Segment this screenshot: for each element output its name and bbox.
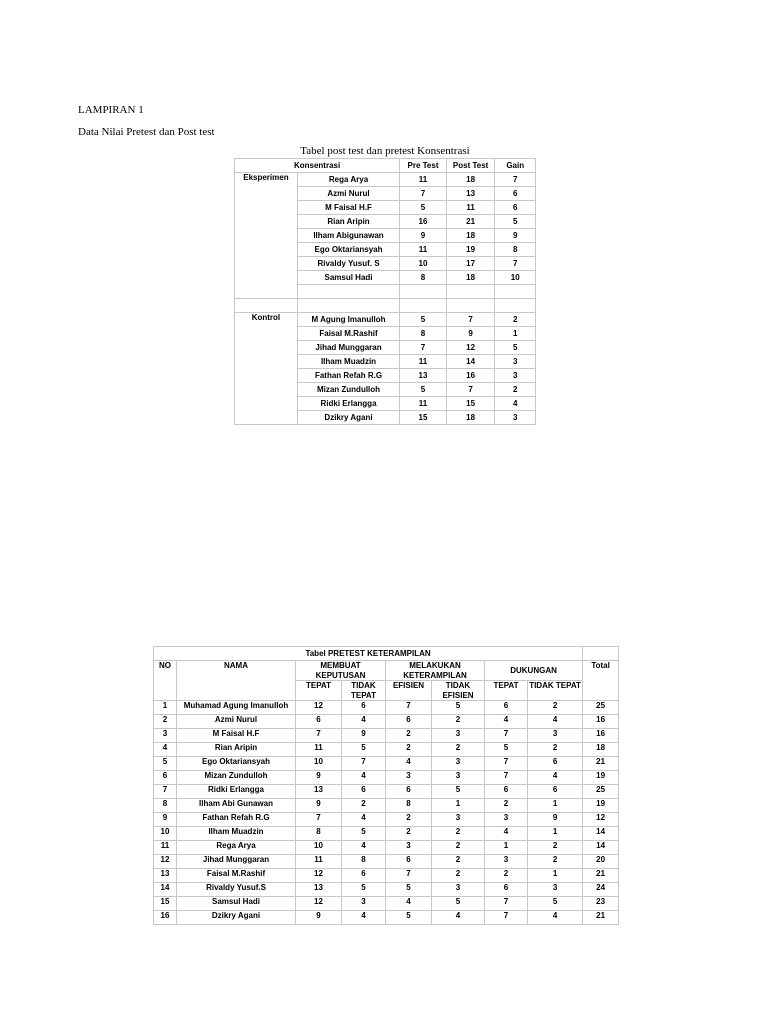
- score-cell: 9: [296, 799, 342, 813]
- student-name: Ilham Abi Gunawan: [177, 799, 296, 813]
- table-row: [154, 715, 619, 729]
- score-cell: 10: [296, 757, 342, 771]
- table-row: [154, 841, 619, 855]
- score-cell: 6: [528, 757, 583, 771]
- score-cell: 4: [386, 897, 432, 911]
- score-cell: 11: [296, 855, 342, 869]
- score-cell: 14: [446, 355, 495, 369]
- student-name: Ego Oktariansyah: [297, 243, 399, 257]
- score-cell: 9: [342, 729, 386, 743]
- score-cell: 5: [495, 341, 536, 355]
- student-name: Dzikry Agani: [177, 911, 296, 925]
- subheader-cell: TIDAK TEPAT: [342, 681, 386, 701]
- total-cell: 21: [583, 911, 619, 925]
- row-number: 12: [154, 855, 177, 869]
- score-cell: 4: [495, 397, 536, 411]
- score-cell: 7: [446, 313, 495, 327]
- score-cell: 4: [528, 771, 583, 785]
- score-cell: 2: [528, 841, 583, 855]
- score-cell: 2: [495, 383, 536, 397]
- score-cell: 3: [485, 813, 528, 827]
- score-cell: 3: [495, 369, 536, 383]
- table-header-row: [235, 159, 536, 173]
- score-cell: 15: [446, 397, 495, 411]
- appendix-subheading: Data Nilai Pretest dan Post test: [78, 126, 215, 138]
- score-cell: 3: [495, 355, 536, 369]
- score-cell: 12: [296, 897, 342, 911]
- table-row: [154, 813, 619, 827]
- score-cell: 18: [446, 229, 495, 243]
- header-group: MEMBUAT KEPUTUSAN: [296, 661, 386, 681]
- header-gain: Gain: [495, 159, 536, 173]
- score-cell: 9: [296, 911, 342, 925]
- score-cell: 13: [446, 187, 495, 201]
- score-cell: 8: [400, 271, 447, 285]
- score-cell: 7: [495, 257, 536, 271]
- score-cell: 5: [400, 383, 447, 397]
- score-cell: 2: [432, 855, 485, 869]
- total-cell: 14: [583, 841, 619, 855]
- score-cell: 6: [386, 855, 432, 869]
- score-cell: 8: [296, 827, 342, 841]
- score-cell: 5: [432, 785, 485, 799]
- student-name: M Faisal H.F: [177, 729, 296, 743]
- row-number: 3: [154, 729, 177, 743]
- table-row: [154, 827, 619, 841]
- total-cell: 14: [583, 827, 619, 841]
- total-cell: 16: [583, 715, 619, 729]
- header-nama: NAMA: [177, 661, 296, 701]
- header-group: MELAKUKAN KETERAMPILAN: [386, 661, 485, 681]
- row-number: 11: [154, 841, 177, 855]
- student-name: Jihad Munggaran: [177, 855, 296, 869]
- score-cell: 5: [342, 883, 386, 897]
- score-cell: 5: [386, 911, 432, 925]
- score-cell: 7: [342, 757, 386, 771]
- score-cell: 11: [400, 397, 447, 411]
- score-cell: 2: [386, 827, 432, 841]
- score-cell: 7: [386, 701, 432, 715]
- score-cell: 1: [528, 799, 583, 813]
- empty-cell: [297, 285, 399, 299]
- header-no: NO: [154, 661, 177, 701]
- score-cell: 3: [342, 897, 386, 911]
- student-name: Rivaldy Yusuf.S: [177, 883, 296, 897]
- score-cell: 9: [296, 771, 342, 785]
- score-cell: 5: [432, 897, 485, 911]
- student-name: Rian Aripin: [177, 743, 296, 757]
- table1-caption: Tabel post test dan pretest Konsentrasi: [300, 145, 470, 157]
- score-cell: 18: [446, 271, 495, 285]
- score-cell: 2: [432, 841, 485, 855]
- empty-cell: [495, 299, 536, 313]
- table-row: [235, 313, 536, 327]
- score-cell: 6: [386, 785, 432, 799]
- header-group: DUKUNGAN: [485, 661, 583, 681]
- student-name: Faisal M.Rashif: [297, 327, 399, 341]
- student-name: Dzikry Agani: [297, 411, 399, 425]
- score-cell: 13: [296, 883, 342, 897]
- table-row: [154, 757, 619, 771]
- score-cell: 2: [386, 729, 432, 743]
- total-cell: 16: [583, 729, 619, 743]
- score-cell: 2: [528, 743, 583, 757]
- row-number: 10: [154, 827, 177, 841]
- score-cell: 7: [485, 729, 528, 743]
- header-row: [154, 661, 619, 681]
- subheader-cell: TEPAT: [485, 681, 528, 701]
- total-cell: 18: [583, 743, 619, 757]
- score-cell: 6: [495, 201, 536, 215]
- empty-cell: [583, 647, 619, 661]
- pretest-keterampilan-table: [153, 646, 619, 925]
- score-cell: 1: [485, 841, 528, 855]
- student-name: Ego Oktariansyah: [177, 757, 296, 771]
- table-row: [154, 911, 619, 925]
- score-cell: 1: [528, 869, 583, 883]
- score-cell: 3: [386, 771, 432, 785]
- row-number: 2: [154, 715, 177, 729]
- table-row: [154, 701, 619, 715]
- score-cell: 6: [485, 785, 528, 799]
- score-cell: 6: [296, 715, 342, 729]
- score-cell: 16: [400, 215, 447, 229]
- score-cell: 3: [528, 883, 583, 897]
- table-row: [154, 883, 619, 897]
- score-cell: 11: [296, 743, 342, 757]
- empty-cell: [235, 299, 298, 313]
- score-cell: 9: [446, 327, 495, 341]
- score-cell: 2: [485, 799, 528, 813]
- subheader-cell: TIDAK EFISIEN: [432, 681, 485, 701]
- score-cell: 21: [446, 215, 495, 229]
- row-number: 13: [154, 869, 177, 883]
- score-cell: 6: [485, 701, 528, 715]
- score-cell: 7: [296, 813, 342, 827]
- score-cell: 11: [400, 355, 447, 369]
- score-cell: 7: [400, 187, 447, 201]
- group-label: Eksperimen: [235, 173, 298, 299]
- row-number: 5: [154, 757, 177, 771]
- score-cell: 5: [386, 883, 432, 897]
- subheader-cell: TEPAT: [296, 681, 342, 701]
- total-cell: 19: [583, 799, 619, 813]
- score-cell: 10: [296, 841, 342, 855]
- header-konsentrasi: Konsentrasi: [235, 159, 400, 173]
- score-cell: 9: [400, 229, 447, 243]
- score-cell: 3: [432, 883, 485, 897]
- score-cell: 12: [296, 701, 342, 715]
- student-name: Mizan Zundulloh: [297, 383, 399, 397]
- score-cell: 11: [400, 243, 447, 257]
- score-cell: 4: [485, 715, 528, 729]
- score-cell: 4: [342, 715, 386, 729]
- student-name: Rian Aripin: [297, 215, 399, 229]
- score-cell: 12: [446, 341, 495, 355]
- score-cell: 2: [528, 701, 583, 715]
- student-name: Mizan Zundulloh: [177, 771, 296, 785]
- score-cell: 2: [432, 743, 485, 757]
- row-number: 6: [154, 771, 177, 785]
- score-cell: 11: [400, 173, 447, 187]
- score-cell: 4: [342, 771, 386, 785]
- table-row: [154, 799, 619, 813]
- total-cell: 23: [583, 897, 619, 911]
- total-cell: 21: [583, 757, 619, 771]
- row-number: 9: [154, 813, 177, 827]
- student-name: Samsul Hadi: [177, 897, 296, 911]
- row-number: 1: [154, 701, 177, 715]
- score-cell: 7: [495, 173, 536, 187]
- score-cell: 18: [446, 173, 495, 187]
- score-cell: 11: [446, 201, 495, 215]
- score-cell: 1: [528, 827, 583, 841]
- total-cell: 24: [583, 883, 619, 897]
- score-cell: 4: [342, 813, 386, 827]
- score-cell: 5: [485, 743, 528, 757]
- score-cell: 7: [485, 911, 528, 925]
- score-cell: 6: [342, 869, 386, 883]
- total-cell: 21: [583, 869, 619, 883]
- total-cell: 19: [583, 771, 619, 785]
- student-name: Ilham Muadzin: [177, 827, 296, 841]
- score-cell: 6: [342, 785, 386, 799]
- score-cell: 3: [432, 729, 485, 743]
- table-row: [154, 729, 619, 743]
- empty-cell: [446, 285, 495, 299]
- score-cell: 7: [485, 771, 528, 785]
- table-row: [154, 869, 619, 883]
- score-cell: 7: [446, 383, 495, 397]
- score-cell: 10: [400, 257, 447, 271]
- separator-row: [235, 299, 536, 313]
- score-cell: 5: [495, 215, 536, 229]
- score-cell: 2: [485, 869, 528, 883]
- score-cell: 5: [528, 897, 583, 911]
- empty-cell: [400, 299, 447, 313]
- score-cell: 2: [342, 799, 386, 813]
- score-cell: 4: [386, 757, 432, 771]
- student-name: Rega Arya: [177, 841, 296, 855]
- score-cell: 2: [386, 813, 432, 827]
- score-cell: 17: [446, 257, 495, 271]
- table-row: [235, 173, 536, 187]
- score-cell: 3: [432, 813, 485, 827]
- score-cell: 16: [446, 369, 495, 383]
- score-cell: 8: [386, 799, 432, 813]
- score-cell: 7: [386, 869, 432, 883]
- subheader-cell: EFISIEN: [386, 681, 432, 701]
- caption-row: [154, 647, 619, 661]
- table-row: [154, 897, 619, 911]
- score-cell: 7: [400, 341, 447, 355]
- score-cell: 4: [528, 715, 583, 729]
- row-number: 14: [154, 883, 177, 897]
- score-cell: 15: [400, 411, 447, 425]
- appendix-heading: LAMPIRAN 1: [78, 104, 144, 116]
- header-total: Total: [583, 661, 619, 701]
- row-number: 15: [154, 897, 177, 911]
- score-cell: 13: [400, 369, 447, 383]
- student-name: M Faisal H.F: [297, 201, 399, 215]
- score-cell: 4: [432, 911, 485, 925]
- table-row: [154, 743, 619, 757]
- table2-caption: Tabel PRETEST KETERAMPILAN: [154, 647, 583, 661]
- score-cell: 3: [432, 771, 485, 785]
- total-cell: 12: [583, 813, 619, 827]
- student-name: Fathan Refah R.G: [297, 369, 399, 383]
- student-name: Ilham Muadzin: [297, 355, 399, 369]
- empty-cell: [297, 299, 399, 313]
- score-cell: 5: [342, 827, 386, 841]
- score-cell: 13: [296, 785, 342, 799]
- score-cell: 3: [485, 855, 528, 869]
- empty-cell: [495, 285, 536, 299]
- score-cell: 3: [386, 841, 432, 855]
- student-name: Ridki Erlangga: [177, 785, 296, 799]
- score-cell: 1: [495, 327, 536, 341]
- score-cell: 6: [386, 715, 432, 729]
- table-row: [154, 855, 619, 869]
- score-cell: 2: [528, 855, 583, 869]
- score-cell: 9: [495, 229, 536, 243]
- row-number: 16: [154, 911, 177, 925]
- score-cell: 2: [495, 313, 536, 327]
- student-name: Rivaldy Yusuf. S: [297, 257, 399, 271]
- group-label: Kontrol: [235, 313, 298, 425]
- student-name: Faisal M.Rashif: [177, 869, 296, 883]
- student-name: Muhamad Agung Imanulloh: [177, 701, 296, 715]
- score-cell: 1: [432, 799, 485, 813]
- score-cell: 3: [528, 729, 583, 743]
- score-cell: 2: [432, 715, 485, 729]
- score-cell: 3: [432, 757, 485, 771]
- header-post-test: Post Test: [446, 159, 495, 173]
- score-cell: 7: [485, 757, 528, 771]
- total-cell: 25: [583, 701, 619, 715]
- student-name: M Agung Imanulloh: [297, 313, 399, 327]
- score-cell: 8: [342, 855, 386, 869]
- student-name: Ilham Abigunawan: [297, 229, 399, 243]
- row-number: 7: [154, 785, 177, 799]
- student-name: Fathan Refah R.G: [177, 813, 296, 827]
- empty-cell: [400, 285, 447, 299]
- score-cell: 6: [342, 701, 386, 715]
- score-cell: 6: [528, 785, 583, 799]
- total-cell: 20: [583, 855, 619, 869]
- score-cell: 5: [400, 201, 447, 215]
- student-name: Jihad Munggaran: [297, 341, 399, 355]
- score-cell: 2: [432, 869, 485, 883]
- row-number: 4: [154, 743, 177, 757]
- student-name: Azmi Nurul: [297, 187, 399, 201]
- score-cell: 10: [495, 271, 536, 285]
- empty-cell: [446, 299, 495, 313]
- score-cell: 3: [495, 411, 536, 425]
- score-cell: 6: [495, 187, 536, 201]
- subheader-cell: TIDAK TEPAT: [528, 681, 583, 701]
- row-number: 8: [154, 799, 177, 813]
- score-cell: 6: [485, 883, 528, 897]
- student-name: Rega Arya: [297, 173, 399, 187]
- score-cell: 5: [342, 743, 386, 757]
- student-name: Azmi Nurul: [177, 715, 296, 729]
- total-cell: 25: [583, 785, 619, 799]
- score-cell: 4: [342, 841, 386, 855]
- konsentrasi-table: [234, 158, 536, 425]
- score-cell: 2: [386, 743, 432, 757]
- score-cell: 4: [528, 911, 583, 925]
- score-cell: 8: [400, 327, 447, 341]
- score-cell: 12: [296, 869, 342, 883]
- header-pre-test: Pre Test: [400, 159, 447, 173]
- score-cell: 19: [446, 243, 495, 257]
- score-cell: 18: [446, 411, 495, 425]
- student-name: Samsul Hadi: [297, 271, 399, 285]
- score-cell: 5: [400, 313, 447, 327]
- table-row: [154, 771, 619, 785]
- score-cell: 7: [296, 729, 342, 743]
- score-cell: 8: [495, 243, 536, 257]
- score-cell: 9: [528, 813, 583, 827]
- score-cell: 2: [432, 827, 485, 841]
- score-cell: 7: [485, 897, 528, 911]
- score-cell: 5: [432, 701, 485, 715]
- score-cell: 4: [485, 827, 528, 841]
- table-row: [154, 785, 619, 799]
- score-cell: 4: [342, 911, 386, 925]
- student-name: Ridki Erlangga: [297, 397, 399, 411]
